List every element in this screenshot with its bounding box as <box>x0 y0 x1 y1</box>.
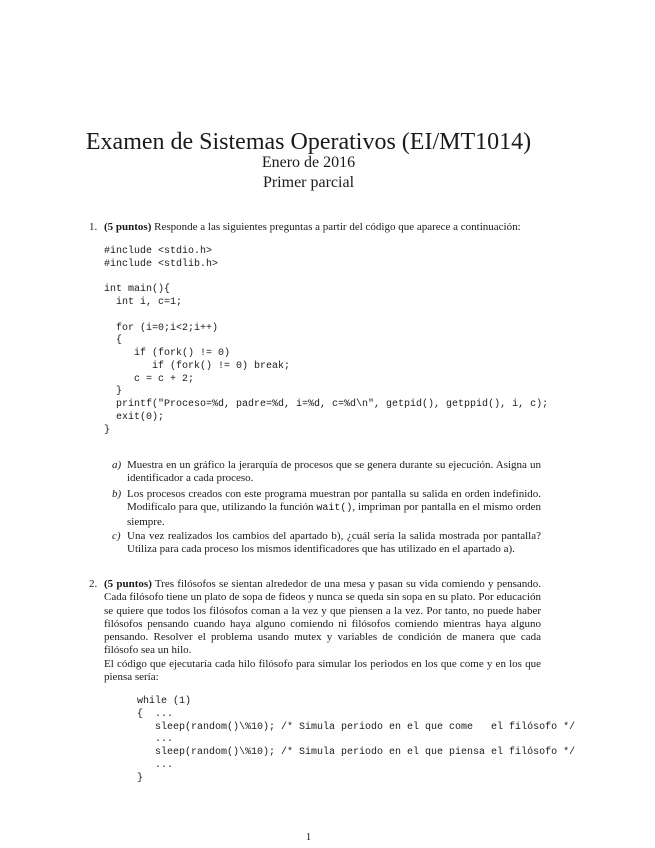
exam-title: Examen de Sistemas Operativos (EI/MT1014) <box>85 129 532 155</box>
subitem-a-text: Muestra en un gráfico la jerarquía de procesos que se genera durante su ejecución. Asigna un identificador a cada proceso. <box>127 459 541 485</box>
question-2 <box>89 578 541 658</box>
subitem-b-text <box>127 488 541 529</box>
question-1-subitem-b <box>112 488 541 529</box>
subitem-b-text-after: , impriman por pantalla en el mismo orden siempre. <box>127 501 541 528</box>
question-1 <box>89 221 541 234</box>
question-1-body <box>104 221 541 234</box>
question-1-intro: Responde a las siguientes preguntas a partir del código que aparece a continuación: <box>154 221 521 233</box>
question-1-number: 1. <box>89 221 98 233</box>
question-2-points: (5 puntos) <box>104 578 152 590</box>
question-1-subitem-a <box>112 459 541 486</box>
question-2-intro: Tres filósofos se sientan alrededor de una mesa y pasan su vida comiendo y pensando. Cada filósofo tiene un plato de sopa de fideos y nunca se queda sin sopa en su plato. Por educación se quiere que todos los filósofos coman a la vez y que piensen a la vez. Por tanto, no puede haber filósofos pensando cuando haya alguno comiendo ni filósofos comiendo mientras haya alguno pensando. Resolver el problema usando mutex y variables de condición de manera que cada filósofo sea un hilo. <box>104 578 541 657</box>
question-2-number: 2. <box>89 578 98 590</box>
question-2-code: while (1) { ... sleep(random()\%10); /* Simula periodo en el que come el filósofo */ ... sleep(random()\%10); /* Simula periodo en el que piensa el filósofo */ ... } <box>137 696 576 784</box>
question-2-body <box>104 578 541 658</box>
subitem-b-text-before: Los procesos creados con este programa muestran por pantalla su salida en orden indefinido. Modifícalo para que, utilizando la función <box>127 488 541 514</box>
subitem-c-text: Una vez realizados los cambios del apartado b), ¿cuál sería la salida mostrada por pantalla? Utiliza para cada proceso los mismos identificadores que has utilizado en el apartado a). <box>127 530 541 556</box>
question-1-code: #include <stdio.h> #include <stdlib.h> int main(){ int i, c=1; for (i=0;i<2;i++) { if (fork() != 0) if (fork() != 0) break; c = c + 2; } printf("Proceso=%d, padre=%d, i=%d, c=%d\n", getpid(), getppid(), i, c); exit(0); } <box>104 246 549 436</box>
subitem-b-label: b) <box>112 488 122 500</box>
subitem-b-code-word: wait() <box>316 503 353 515</box>
subitem-c-label: c) <box>112 530 121 542</box>
question-1-subitem-c <box>112 530 541 557</box>
exam-date: Enero de 2016 <box>261 154 356 171</box>
question-1-points: (5 puntos) <box>104 221 152 233</box>
page-number: 1 <box>305 831 312 843</box>
question-2-paragraph: El código que ejecutaría cada hilo filósofo para simular los periodos en los que come y en los que piensa sería: <box>104 658 541 684</box>
exam-part: Primer parcial <box>262 174 355 191</box>
subitem-a-label: a) <box>112 459 122 471</box>
